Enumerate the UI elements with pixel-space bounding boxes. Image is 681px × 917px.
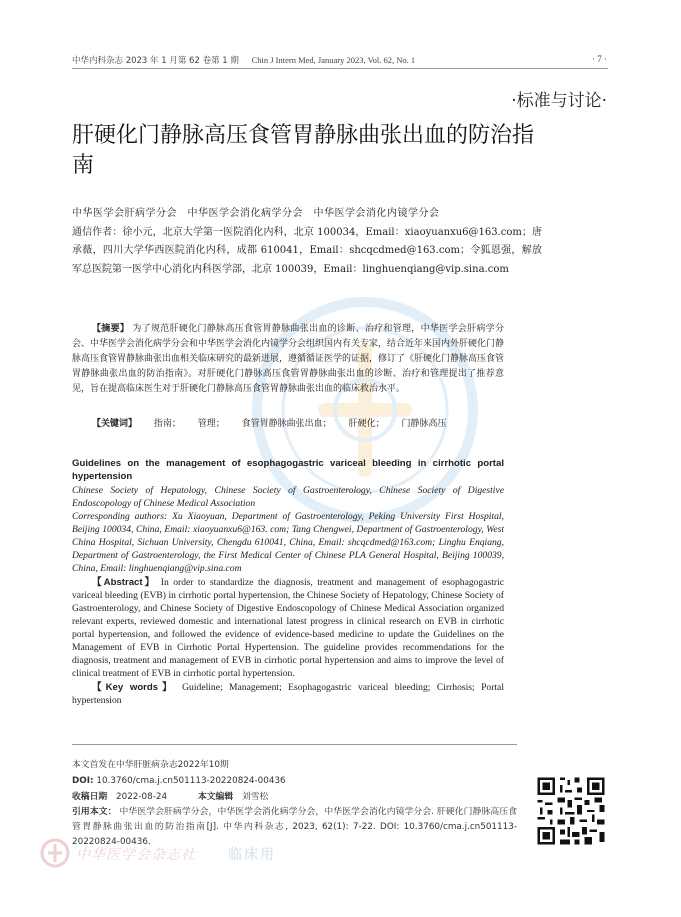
citation-label: 引用本文： <box>72 807 117 817</box>
page-title: 肝硬化门静脉高压食管胃静脉曲张出血的防治指南 <box>72 123 535 178</box>
first-published: 本文首发在中华肝脏病杂志2022年10期 <box>72 760 229 770</box>
journal-info-cn: 中华内科杂志 2023 年 1 月第 62 卷第 1 期 <box>72 56 239 66</box>
journal-info-en: Chin J Intern Med, January 2023, Vol. 62, No. 1 <box>251 55 416 65</box>
english-keywords-text: Guideline; Management; Esophagogastric variceal bleeding; Cirrhosis; Portal hypertension <box>72 682 504 706</box>
abstract-text-cn: 为了规范肝硬化门静脉高压食管胃静脉曲张出血的诊断、治疗和管理，中华医学会肝病学分会、中华医学会消化病学分会和中华医学会消化内镜学分会组织国内有关专家，结合近年来国内外肝硬化门静脉高压食管胃静脉曲张出血相关临床研究的最新进展，遵循循证医学的证据，修订了《肝硬化门静脉高压食管胃静脉曲张出血的防治指南》。对肝硬化门静脉高压食管胃静脉曲张出血的诊断、治疗和管理提出了推荐意见，旨在提高临床医生对于肝硬化门静脉高压食管胃静脉曲张出血的临床救治水平。 <box>72 324 505 394</box>
corresponding-authors: 通信作者：徐小元，北京大学第一医院消化内科，北京 100034，Email：xiaoyuanxu6@163.com；唐承薇，四川大学华西医院消化内科，成都 610041，Email：shcqcdmed@163.com；令狐恩强，解放军总医院第一医学中心消化内科医学部，北京 100039，Email：linghuenqiang@vip.sina.com <box>72 226 542 275</box>
abstract-cn <box>72 322 504 397</box>
abstract-label-cn: 【摘要】 <box>92 324 130 334</box>
editor-label: 本文编辑 <box>197 792 234 802</box>
doi-line <box>72 773 517 789</box>
citation-text: 中华医学会肝病学分会，中华医学会消化病学分会，中华医学会消化内镜学分会. 肝硬化门静脉高压食管胃静脉曲张出血的防治指南[J]. 中华内科杂志, 2023, 62(1): 7-22. DOI: 10.3760/cma.j.cn501113-20220824-00436. <box>72 807 517 847</box>
keyword: 管理； <box>197 419 225 429</box>
keywords-label-cn: 【关键词】 <box>92 419 138 429</box>
publisher-logo <box>18 832 338 872</box>
keyword: 门静脉高压 <box>401 419 447 429</box>
english-orgs: Chinese Society of Hepatology, Chinese Society of Gastroenterology, Chinese Society of Digestive Endoscopology of Chinese Medical Association <box>72 485 504 509</box>
running-header <box>72 54 415 66</box>
brand-mark: 临床用 <box>228 847 276 863</box>
doi-link[interactable]: 10.3760/cma.j.cn501113-20220824-00436 <box>96 776 286 786</box>
keywords-cn <box>92 416 460 429</box>
received-date: 2022-08-24 <box>116 792 168 802</box>
header-rule <box>72 68 608 69</box>
author-block <box>72 205 542 279</box>
qr-code-icon[interactable] <box>535 775 607 847</box>
doi-label: DOI: <box>72 776 94 786</box>
english-corresponding: Corresponding authors: Xu Xiaoyuan, Department of Gastroenterology, Peking University First Hospital, Beijing 100034, China, Email: xiaoyuanxu6@163. com; Tang Chengwei, Department of Gastroenterology, West China Hospital, Sichuan University, Chengdu 610041, China, Email: shcqcdmed@163.com; Linghu Enqiang, Department of Gastroenterology, the First Medical Center of Chinese PLA General Hospital, Beijing 100039, China, Email: linghuenqiang@vip.sina.com <box>72 511 504 574</box>
editor-name: 刘雪松 <box>241 792 269 802</box>
footnote-rule <box>72 744 517 745</box>
keyword: 肝硬化； <box>348 419 385 429</box>
keyword: 指南； <box>153 419 181 429</box>
english-keywords-label: 【Key words】 <box>92 682 176 693</box>
english-abstract <box>72 576 504 680</box>
page-number: · 7 · <box>592 54 607 64</box>
publisher-emblem-icon <box>40 838 70 868</box>
received-label: 收稿日期 <box>72 792 108 802</box>
section-label: ·标准与讨论· <box>511 91 607 111</box>
received-line <box>72 789 517 805</box>
english-abstract-label: 【Abstract】 <box>92 577 157 588</box>
english-keywords <box>72 681 504 707</box>
english-title: Guidelines on the management of esophagogastric variceal bleeding in cirrhotic portal hypertension <box>72 458 504 482</box>
english-abstract-text: In order to standardize the diagnosis, treatment and management of esophagogastric variceal bleeding (EVB) in cirrhotic portal hypertension, the Chinese Society of Hepatology, Chinese Society of Gastroenterology, and Chinese Society of Digestive Endoscopology of Chinese Medical Association organized relevant experts, reviewed domestic and international latest progress in clinical research on EVB in cirrhotic portal hypertension, and followed the evidence of evidence-based medicine to update the Guidelines on the Management of EVB in Cirrhotic Portal Hypertension. The guideline provides recommendations for the diagnosis, treatment and management of EVB in cirrhotic portal hypertension and aims to improve the level of clinical treatment of EVB in cirrhotic portal hypertension. <box>72 577 504 679</box>
english-abstract-block <box>72 457 504 707</box>
keyword: 食管胃静脉曲张出血； <box>241 419 332 429</box>
author-orgs: 中华医学会肝病学分会 中华医学会消化病学分会 中华医学会消化内镜学分会 <box>72 208 440 219</box>
publisher-mark: 中华医学会杂志社 <box>76 847 196 863</box>
